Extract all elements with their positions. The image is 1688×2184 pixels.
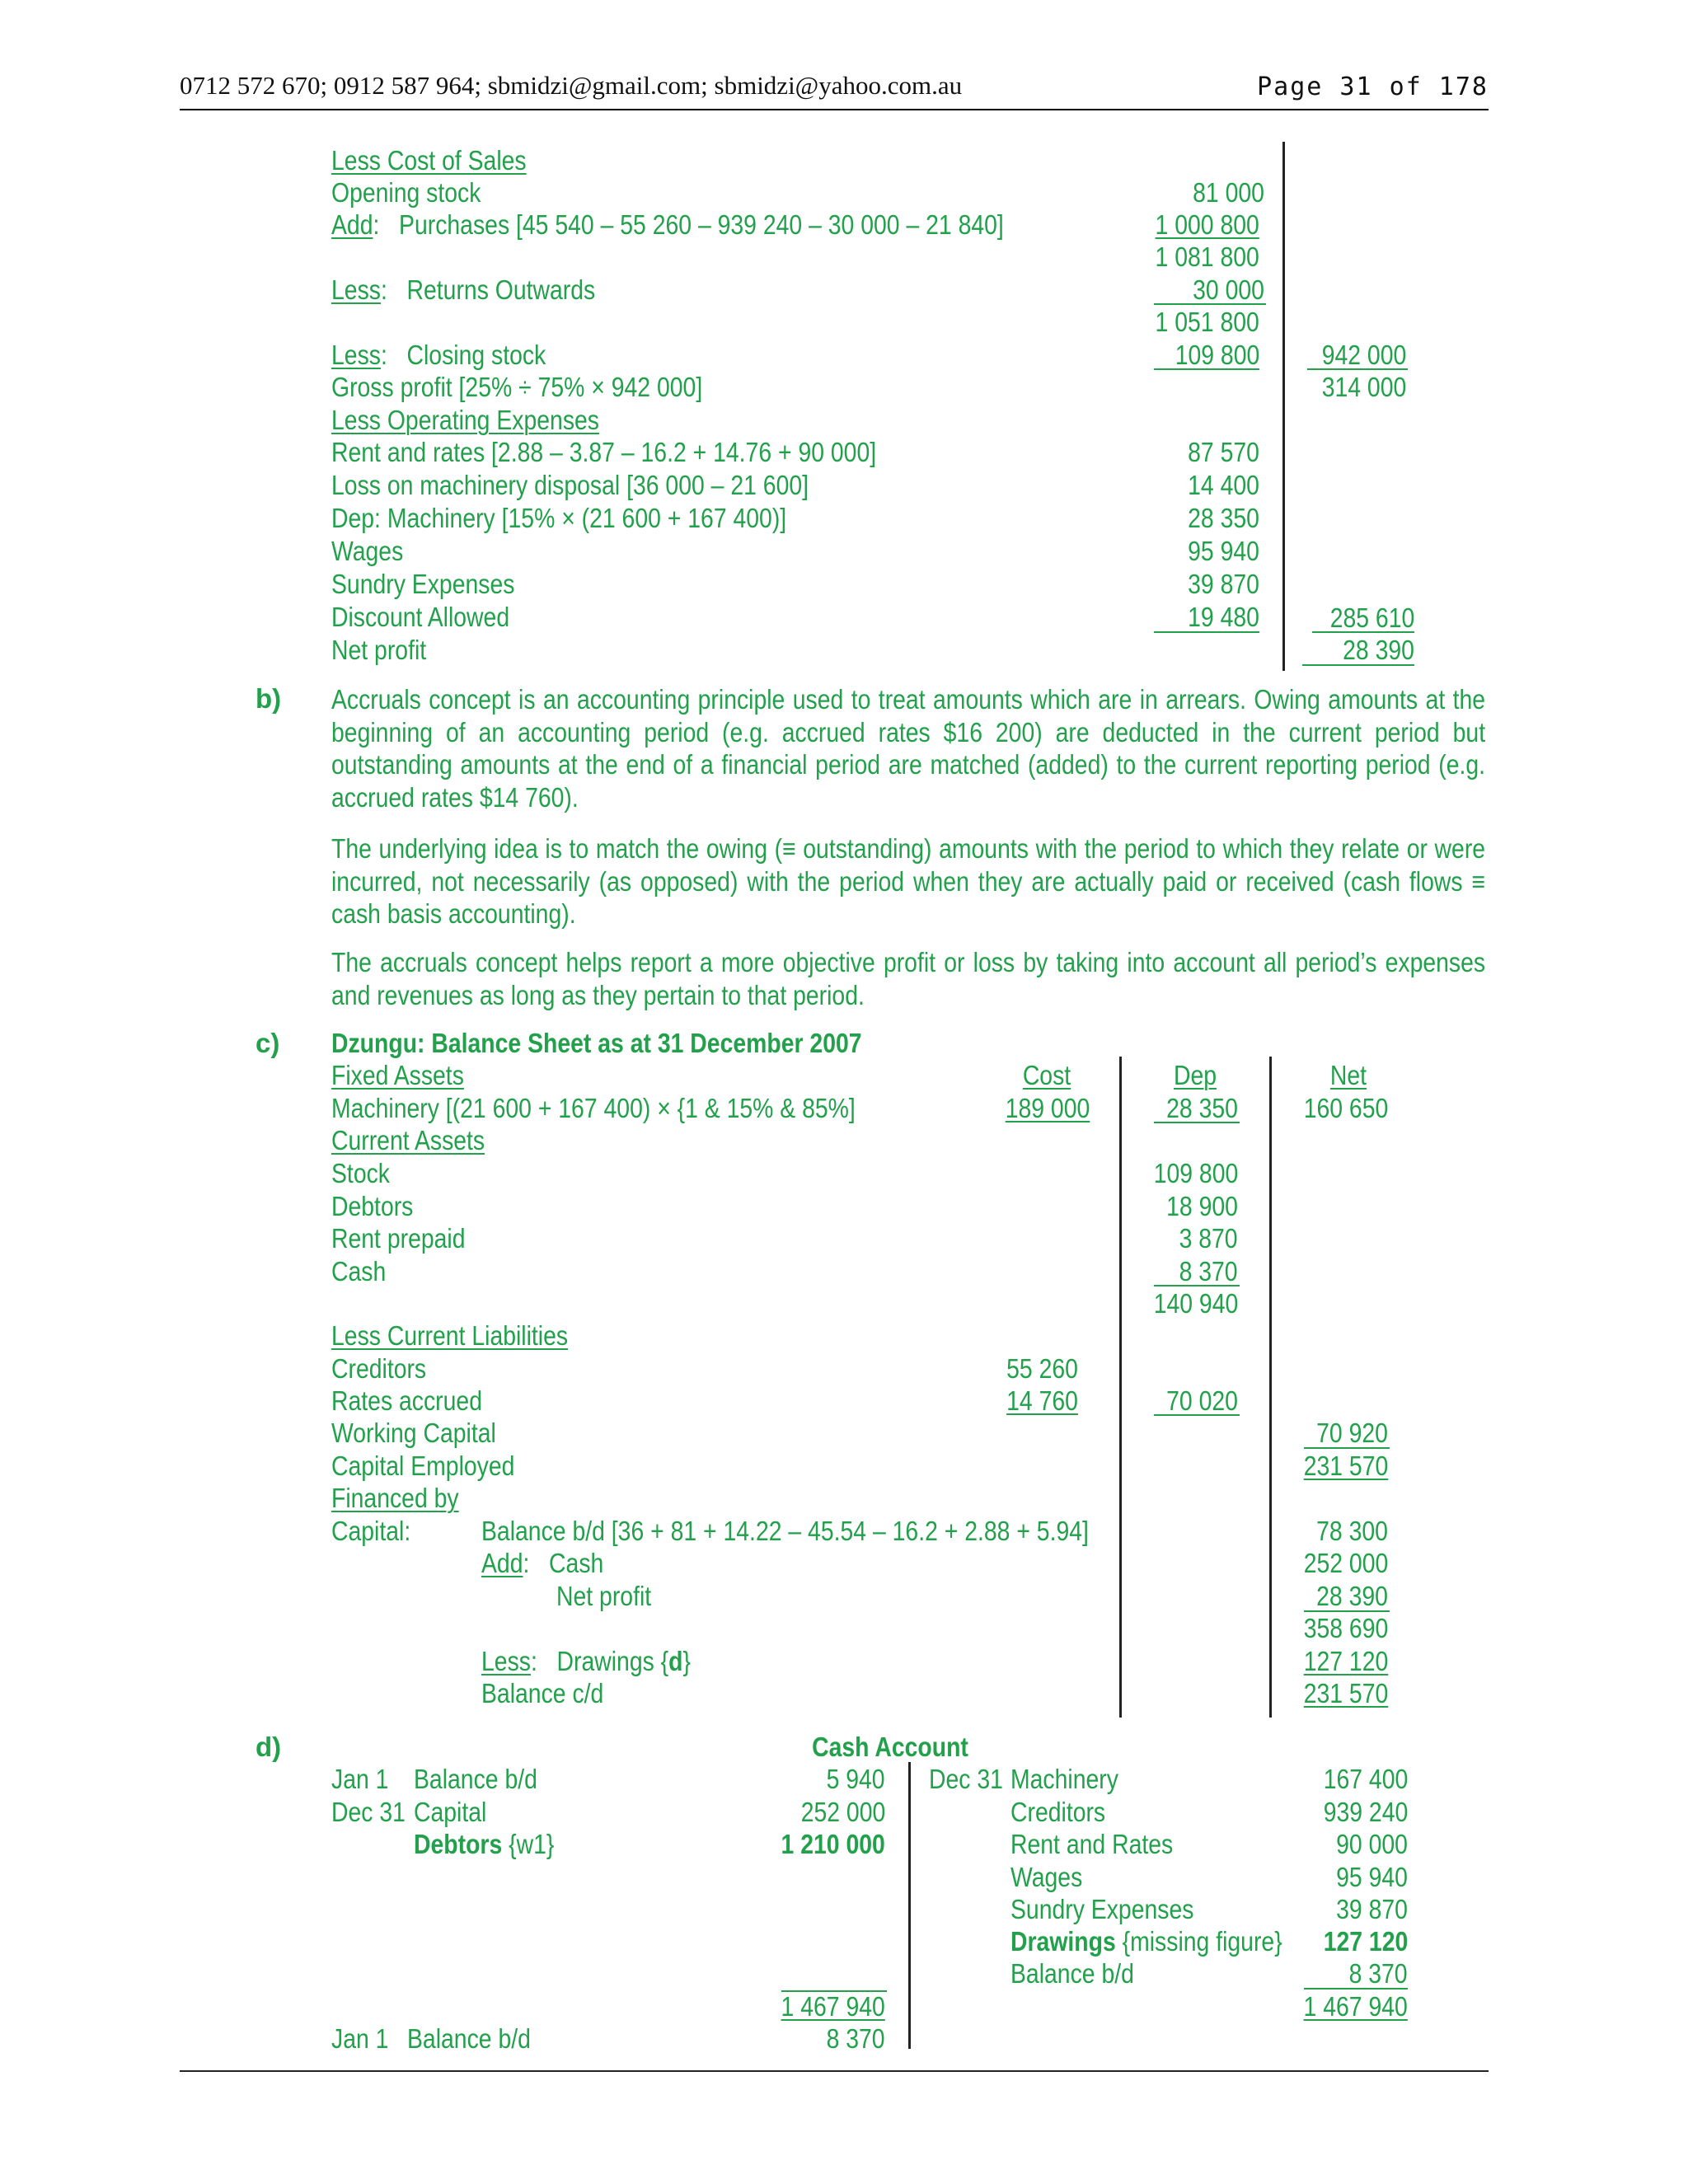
expense-value: 19 480	[1188, 602, 1259, 632]
debit-date: Dec 31	[331, 1796, 406, 1827]
capital-label: Capital:	[331, 1516, 411, 1546]
credit-value: 939 240	[1323, 1796, 1408, 1827]
capital-employed-label: Capital Employed	[331, 1451, 515, 1481]
debtors-line	[414, 1829, 554, 1860]
credit-value: 90 000	[1336, 1829, 1408, 1859]
expense-value: 14 400	[1188, 470, 1259, 500]
credit-drawings-label: Drawings	[1010, 1926, 1116, 1957]
part-b-label: b)	[256, 683, 282, 714]
less-cost-of-sales-heading: Less Cost of Sales	[331, 145, 527, 176]
machinery-net: 160 650	[1303, 1093, 1388, 1123]
balance-cd-value: 231 570	[1303, 1678, 1388, 1708]
debit-value: 5 940	[826, 1764, 885, 1794]
current-asset-label: Cash	[331, 1255, 387, 1286]
purchases-line: Add: Purchases [45 540 – 55 260 – 939 240 – 30 000 – 21 840]	[331, 209, 1004, 240]
capital-net-profit-value: 28 390	[1316, 1581, 1388, 1611]
cash-account-divider	[908, 1762, 911, 2049]
capital-add-label: Add	[481, 1548, 523, 1578]
col-cost-heading: Cost	[1022, 1060, 1071, 1090]
opening-stock-label: Opening stock	[331, 177, 481, 208]
current-asset-label: Debtors	[331, 1190, 414, 1221]
net-profit-value: 28 390	[1343, 635, 1414, 665]
expense-value: 39 870	[1188, 569, 1259, 599]
part-c-label: c)	[256, 1028, 280, 1058]
debit-value: 252 000	[800, 1796, 885, 1827]
debit-date: Jan 1	[331, 1764, 389, 1794]
credit-value: 95 940	[1336, 1861, 1408, 1892]
pl-divider	[1282, 142, 1285, 671]
total-expenses-value: 285 610	[1329, 602, 1414, 633]
capital-subtotal: 358 690	[1303, 1613, 1388, 1643]
current-assets-total: 140 940	[1153, 1288, 1238, 1319]
debit-label: Capital	[414, 1796, 487, 1827]
discount-underline	[1154, 631, 1259, 633]
accruals-text-3: The accruals concept helps report a more objective profit or loss by taking into account all period’s expenses and revenues as long as they pertain to that period.	[331, 947, 1486, 1010]
balance-bd-label: Balance b/d [36 + 81 + 14.22 – 45.54 – 16.2 + 2.88 + 5.94]	[481, 1516, 1089, 1546]
less-current-liabilities-heading: Less Current Liabilities	[331, 1320, 569, 1351]
credit-balance-label: Balance b/d	[1010, 1958, 1134, 1989]
page-number: Page 31 of 178	[1257, 73, 1489, 101]
debit-label: Balance b/d	[414, 1764, 537, 1794]
accruals-text-2: The underlying idea is to match the owing (≡ outstanding) amounts with the period to which they relate or were incurred, not necessarily (as opposed) with the period when they are actually paid or received (cash flows ≡ cash basis accounting).	[331, 833, 1486, 929]
closing-label: Balance b/d	[407, 2023, 531, 2054]
less-operating-expenses-heading: Less Operating Expenses	[331, 405, 599, 435]
credit-value: 167 400	[1323, 1764, 1408, 1794]
purchases-label: Purchases [45 540 – 55 260 – 939 240 – 30 000 – 21 840]	[399, 209, 1004, 240]
closing-stock-line: Less: Closing stock	[331, 340, 546, 370]
capital-cash-label: Cash	[549, 1548, 604, 1578]
credit-total: 1 467 940	[1303, 1991, 1408, 2022]
subtotal-1: 1 081 800	[1155, 241, 1259, 272]
debtors-label: Debtors	[414, 1829, 503, 1859]
drawings-less-label: Less	[481, 1646, 531, 1676]
drawings-label: Drawings {	[556, 1646, 669, 1676]
current-liabilities-total: 70 020	[1166, 1385, 1238, 1416]
credit-label: Wages	[1010, 1861, 1083, 1892]
less-label-2: Less	[331, 340, 381, 370]
current-assets-heading: Current Assets	[331, 1125, 485, 1155]
machinery-dep: 28 350	[1166, 1093, 1238, 1123]
credit-drawings-note: {missing figure}	[1122, 1926, 1282, 1957]
subtotal-2: 1 051 800	[1155, 307, 1259, 337]
cash-account-title: Cash Account	[812, 1732, 968, 1762]
capital-add-line: Add: Cash	[481, 1548, 604, 1578]
credit-label: Creditors	[1010, 1796, 1106, 1827]
creditors-value: 55 260	[1006, 1353, 1078, 1384]
footer-rule	[180, 2070, 1489, 2072]
closing-stock-value: 109 800	[1175, 340, 1259, 370]
drawings-value: 127 120	[1303, 1646, 1388, 1676]
current-asset-value: 109 800	[1153, 1158, 1238, 1188]
bs-divider-2	[1269, 1057, 1272, 1718]
debit-total: 1 467 940	[781, 1991, 885, 2022]
debtors-note: {w1}	[509, 1829, 555, 1859]
creditors-label: Creditors	[331, 1353, 427, 1384]
current-asset-label: Rent prepaid	[331, 1223, 466, 1254]
cost-of-sales-total: 942 000	[1321, 340, 1406, 370]
gross-profit-value: 314 000	[1321, 372, 1406, 402]
working-capital-label: Working Capital	[331, 1418, 496, 1448]
capital-net-profit-label: Net profit	[556, 1581, 652, 1611]
expense-label: Sundry Expenses	[331, 569, 515, 599]
expense-value: 95 940	[1188, 536, 1259, 566]
accruals-text-1: Accruals concept is an accounting principle used to treat amounts which are in arrears. Owing amounts at the beginning of an accounting period (e.g. accrued rates $16 200) are deducted in the current period but outstanding amounts at the end of a financial period are matched (added) to the current reporting period (e.g. accrued rates $14 760).	[331, 684, 1486, 813]
current-asset-value: 3 870	[1179, 1223, 1238, 1254]
financed-by-heading: Financed by	[331, 1483, 459, 1513]
credit-drawings-line	[1010, 1926, 1282, 1957]
less-label: Less	[331, 274, 381, 305]
opening-stock-value: 81 000	[1193, 177, 1264, 208]
balance-bd-value: 78 300	[1316, 1516, 1388, 1546]
accruals-paragraph-1	[331, 683, 1485, 813]
drawings-ref: d	[668, 1646, 683, 1676]
contact-info: 0712 572 670; 0912 587 964; sbmidzi@gmail.com; sbmidzi@yahoo.com.au	[180, 71, 963, 100]
expense-label: Dep: Machinery [15% × (21 600 + 167 400)]	[331, 503, 787, 533]
credit-drawings-value: 127 120	[1323, 1926, 1408, 1957]
part-d-label: d)	[256, 1732, 282, 1762]
balance-sheet-title: Dzungu: Balance Sheet as at 31 December 2007	[331, 1028, 862, 1058]
page-header	[180, 71, 1489, 110]
working-capital-value: 70 920	[1316, 1418, 1388, 1448]
cash-underline	[1154, 1285, 1240, 1286]
capital-employed-value: 231 570	[1303, 1451, 1388, 1481]
accruals-paragraph-2	[331, 832, 1485, 930]
rates-accrued-value: 14 760	[1006, 1385, 1078, 1416]
add-label: Add	[331, 209, 373, 240]
closing-date: Jan 1	[331, 2023, 389, 2054]
machinery-label: Machinery [(21 600 + 167 400) × {1 & 15% & 85%]	[331, 1093, 856, 1123]
current-asset-value: 8 370	[1179, 1255, 1238, 1286]
bs-divider-1	[1119, 1057, 1122, 1718]
credit-value: 39 870	[1336, 1894, 1408, 1924]
expense-label: Wages	[331, 536, 404, 566]
col-dep-heading: Dep	[1173, 1060, 1217, 1090]
capital-cash-value: 252 000	[1303, 1548, 1388, 1578]
expense-label: Loss on machinery disposal [36 000 – 21 600]	[331, 470, 809, 500]
accruals-paragraph-3	[331, 946, 1485, 1011]
rates-accrued-label: Rates accrued	[331, 1385, 482, 1416]
balance-cd-label: Balance c/d	[481, 1678, 604, 1708]
col-net-heading: Net	[1329, 1060, 1367, 1090]
returns-outwards-label: Returns Outwards	[406, 274, 596, 305]
credit-label: Rent and Rates	[1010, 1829, 1174, 1859]
returns-line: Less: Returns Outwards	[331, 274, 596, 305]
closing-value: 8 370	[826, 2023, 885, 2054]
expense-value: 28 350	[1188, 503, 1259, 533]
current-asset-value: 18 900	[1166, 1190, 1238, 1221]
credit-date: Dec 31	[929, 1764, 1003, 1794]
returns-value: 30 000	[1193, 274, 1264, 305]
current-asset-label: Stock	[331, 1158, 390, 1188]
debtors-value: 1 210 000	[781, 1829, 885, 1859]
drawings-line: Less: Drawings {d}	[481, 1646, 691, 1676]
gross-profit-label: Gross profit [25% ÷ 75% × 942 000]	[331, 372, 703, 402]
credit-label: Machinery	[1010, 1764, 1118, 1794]
machinery-cost: 189 000	[1005, 1093, 1090, 1123]
credit-label: Sundry Expenses	[1010, 1894, 1194, 1924]
fixed-assets-heading: Fixed Assets	[331, 1060, 464, 1090]
closing-stock-label: Closing stock	[406, 340, 546, 370]
expense-value: 87 570	[1188, 437, 1259, 467]
net-profit-label: Net profit	[331, 635, 427, 665]
expense-label: Discount Allowed	[331, 602, 510, 632]
drawings-close: }	[682, 1646, 691, 1676]
credit-balance-value: 8 370	[1348, 1958, 1408, 1989]
expense-label: Rent and rates [2.88 – 3.87 – 16.2 + 14.76 + 90 000]	[331, 437, 877, 467]
purchases-value: 1 000 800	[1155, 209, 1259, 240]
